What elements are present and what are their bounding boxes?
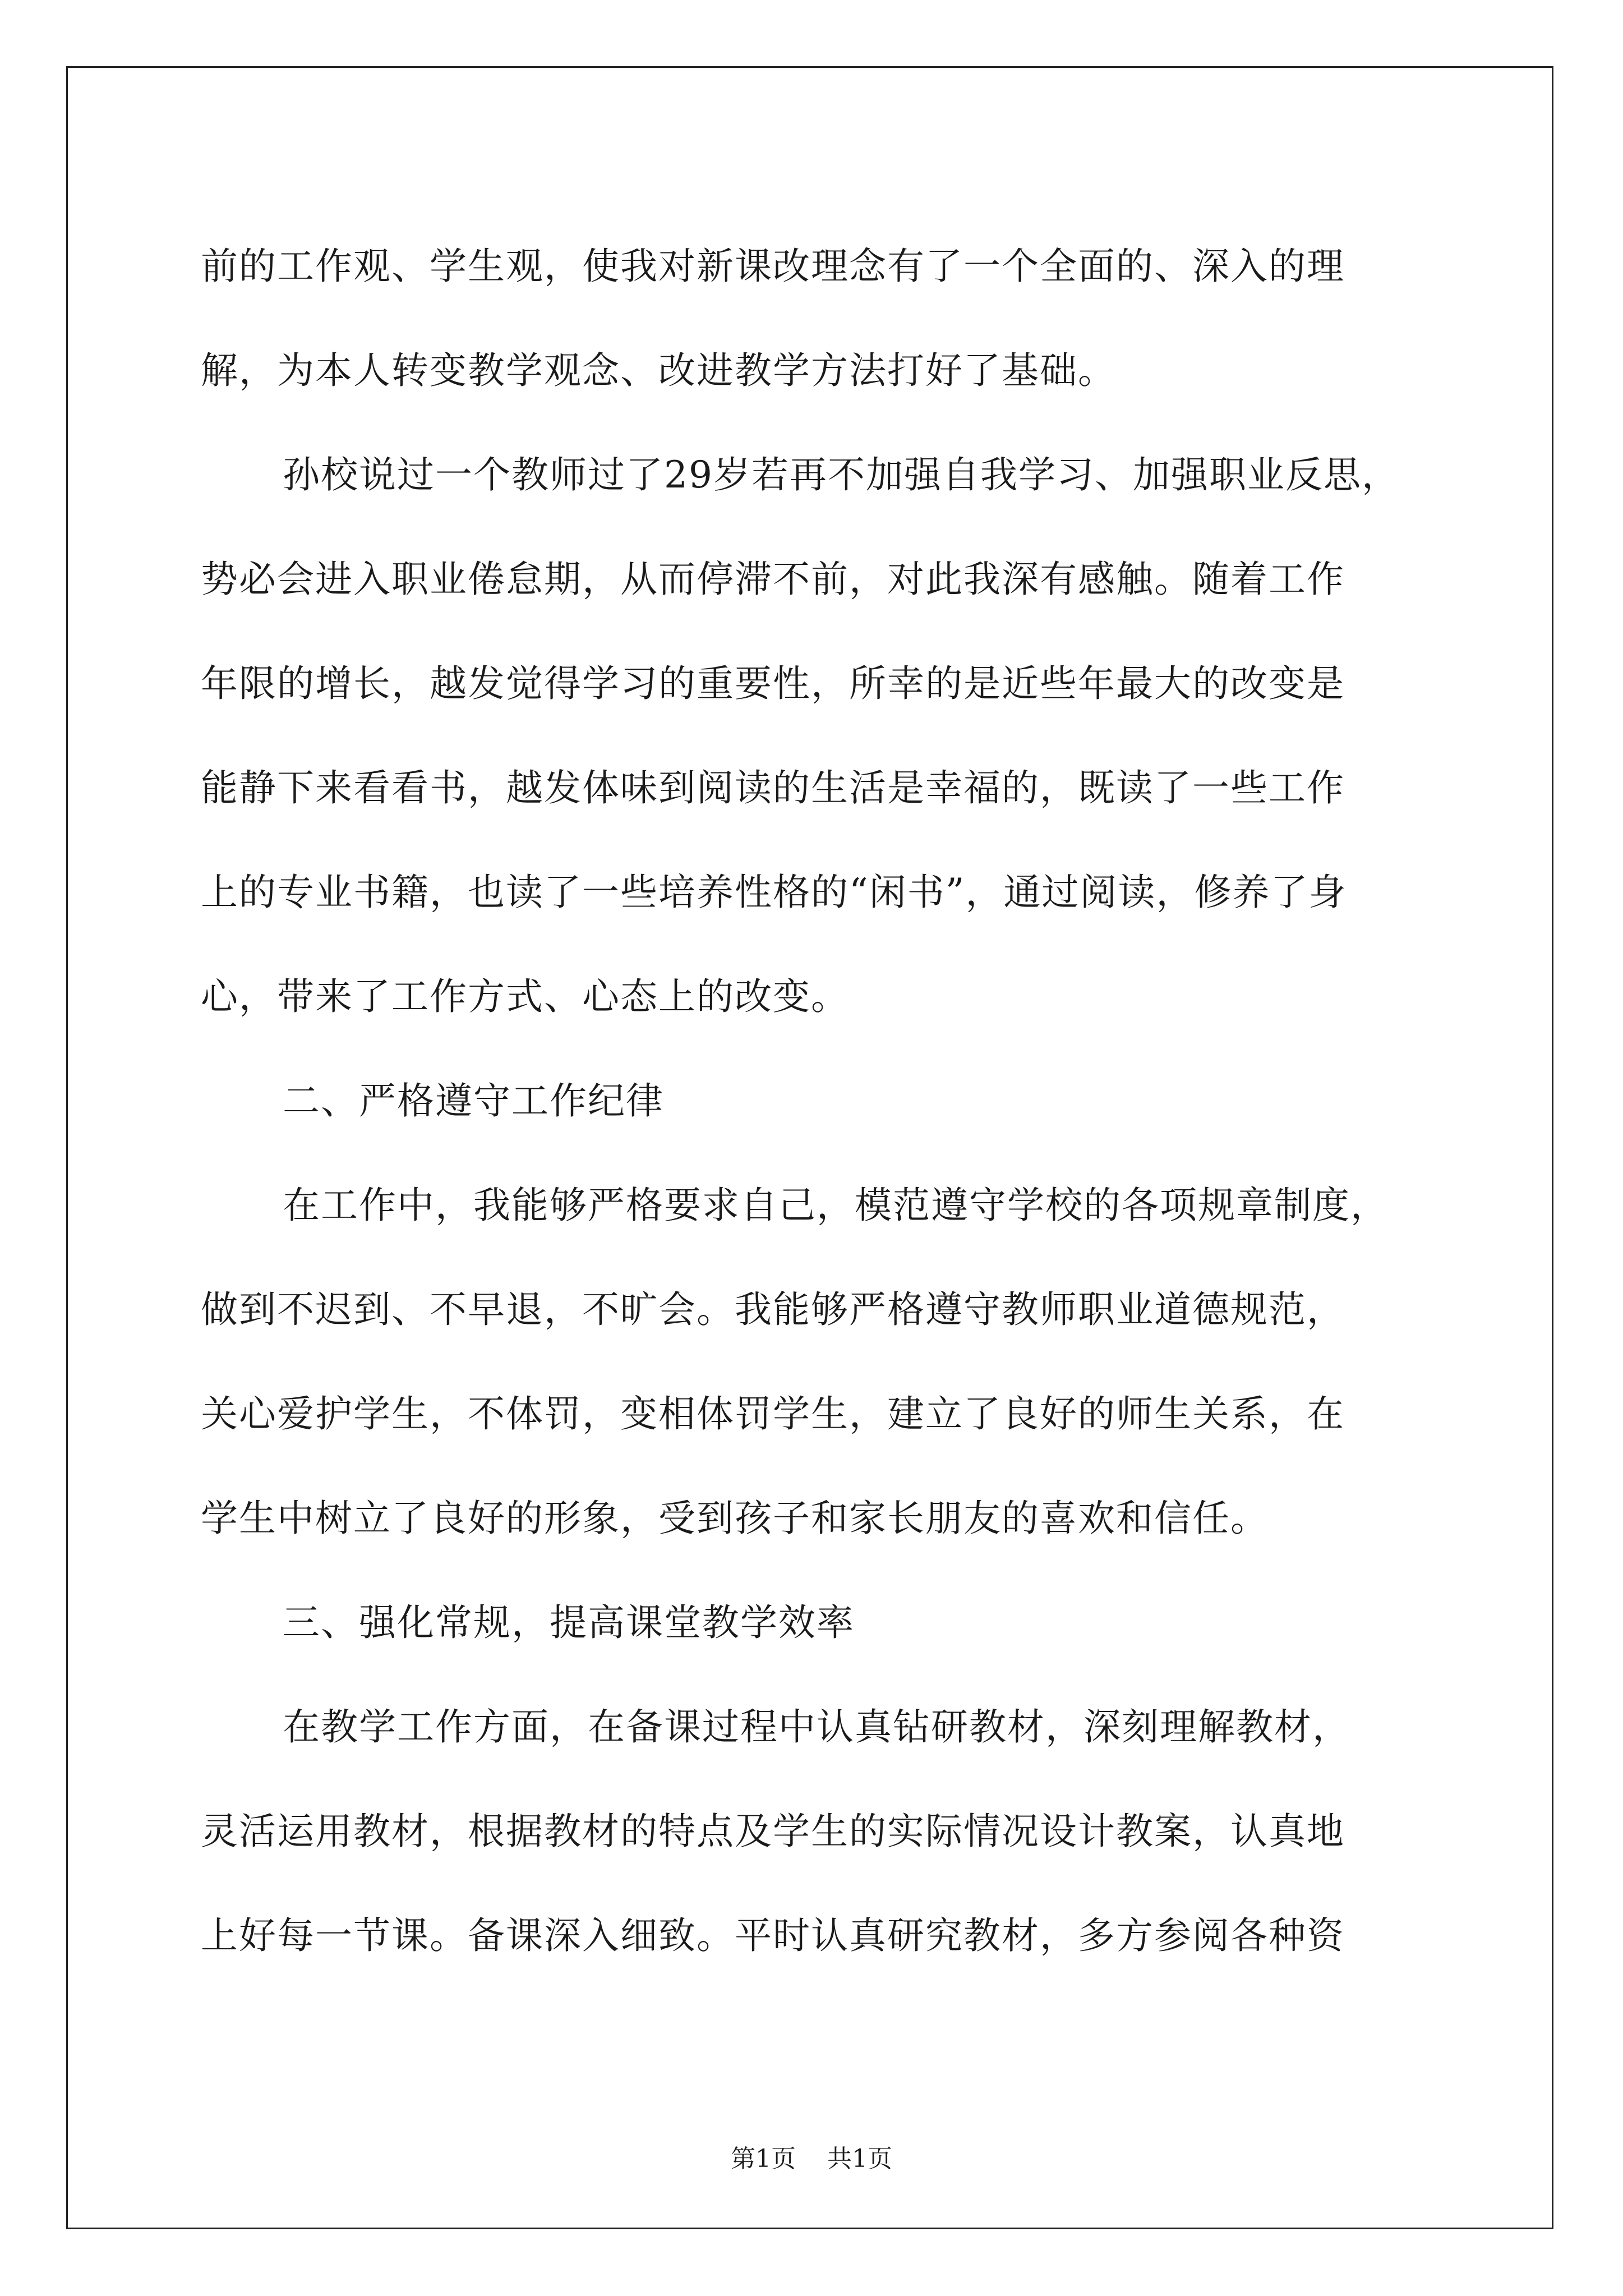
document-body [201,214,1428,1988]
section-heading: 二、严格遵守工作纪律 [283,1079,664,1122]
text-line: 前的工作观、学生观，使我对新课改理念有了一个全面的、深入的理 [201,245,1345,288]
text-line: 在工作中，我能够严格要求自己，模范遵守学校的各项规章制度， [283,1184,1389,1227]
text-line: 孙校说过一个教师过了29岁若再不加强自我学习、加强职业反思， [283,453,1400,496]
text-line: 年限的增长，越发觉得学习的重要性，所幸的是近些年最大的改变是 [201,662,1345,705]
text-line: 心，带来了工作方式、心态上的改变。 [201,975,849,1018]
text-line: 做到不迟到、不早退，不旷会。我能够严格遵守教师职业道德规范， [201,1288,1345,1331]
page-footer [0,2138,1623,2174]
text-line: 上好每一节课。备课深入细致。平时认真研究教材，多方参阅各种资 [201,1914,1345,1957]
text-line: 解，为本人转变教学观念、改进教学方法打好了基础。 [201,349,1116,392]
section-heading: 三、强化常规，提高课堂教学效率 [283,1601,855,1644]
text-line: 灵活运用教材，根据教材的特点及学生的实际情况设计教案，认真地 [201,1810,1345,1853]
page-total: 共1页 [827,2145,892,2173]
text-line: 势必会进入职业倦怠期，从而停滞不前，对此我深有感触。随着工作 [201,558,1345,601]
page-number: 第1页 [731,2145,796,2173]
text-line: 上的专业书籍，也读了一些培养性格的“闲书”，通过阅读，修养了身 [201,871,1347,914]
text-line: 关心爱护学生，不体罚，变相体罚学生，建立了良好的师生关系，在 [201,1392,1345,1435]
text-line: 在教学工作方面，在备课过程中认真钻研教材，深刻理解教材， [283,1705,1350,1749]
text-line: 学生中树立了良好的形象，受到孩子和家长朋友的喜欢和信任。 [201,1497,1269,1540]
text-line: 能静下来看看书，越发体味到阅读的生活是幸福的，既读了一些工作 [201,766,1345,809]
